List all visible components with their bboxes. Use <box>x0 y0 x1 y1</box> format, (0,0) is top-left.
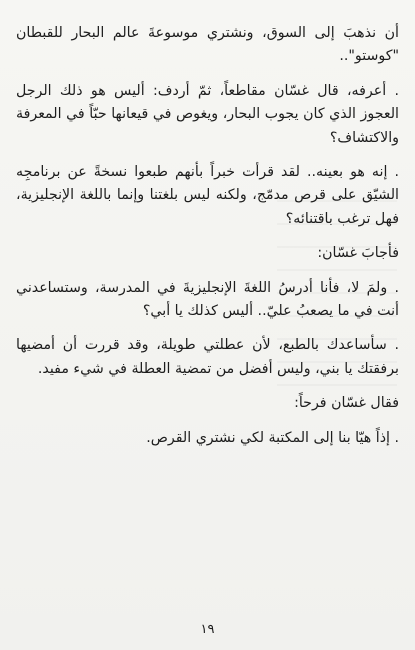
paragraph-5: . ولمَ لا، فأنا أدرسُ اللغةَ الإنجليزيةَ في المدرسة، وستساعدني أنت في ما يصعبُ عليّ.. أليس كذلك يا أبي؟ <box>16 279 399 320</box>
paragraph-8: . إذاً هيّا بنا إلى المكتبة لكي نشتري القرص. <box>146 429 399 446</box>
paragraph-1: أن نذهبَ إلى السوق، ونشتري موسوعةَ عالم البحار للقبطان "كوستو".. <box>16 25 399 65</box>
paragraph-7: فقال غسّان فرحاً: <box>294 395 399 412</box>
paragraph-3: . إنه هو بعينه.. لقد قرأت خبراً بأنهم طبعوا نسخةً عن برنامجِه الشيّق على قرص مدمّج، ولكنه ليس بلغتنا وإنما باللغة الإنجليزية، فهل ترغب باقتنائه؟ <box>16 164 399 227</box>
paragraph-6: . سأساعدك بالطبع، لأن عطلتي طويلة، وقد قررت أن أمضيها برفقتك يا بني، وليس أفضل من تمضية العطلة في شيء مفيد. <box>16 337 399 377</box>
paragraph-2: . أعرفه، قال غسّان مقاطعاً، ثمّ أردف: أليس هو ذلك الرجل العجوز الذي كان يجوب البحار، ويغوص في قيعانها حبّاً في المعرفة والاكتشاف؟ <box>16 82 399 146</box>
paragraph-4: فأجابَ غسّان: <box>317 245 399 262</box>
story-text <box>16 22 399 461</box>
page-number: ١٩ <box>200 622 215 637</box>
